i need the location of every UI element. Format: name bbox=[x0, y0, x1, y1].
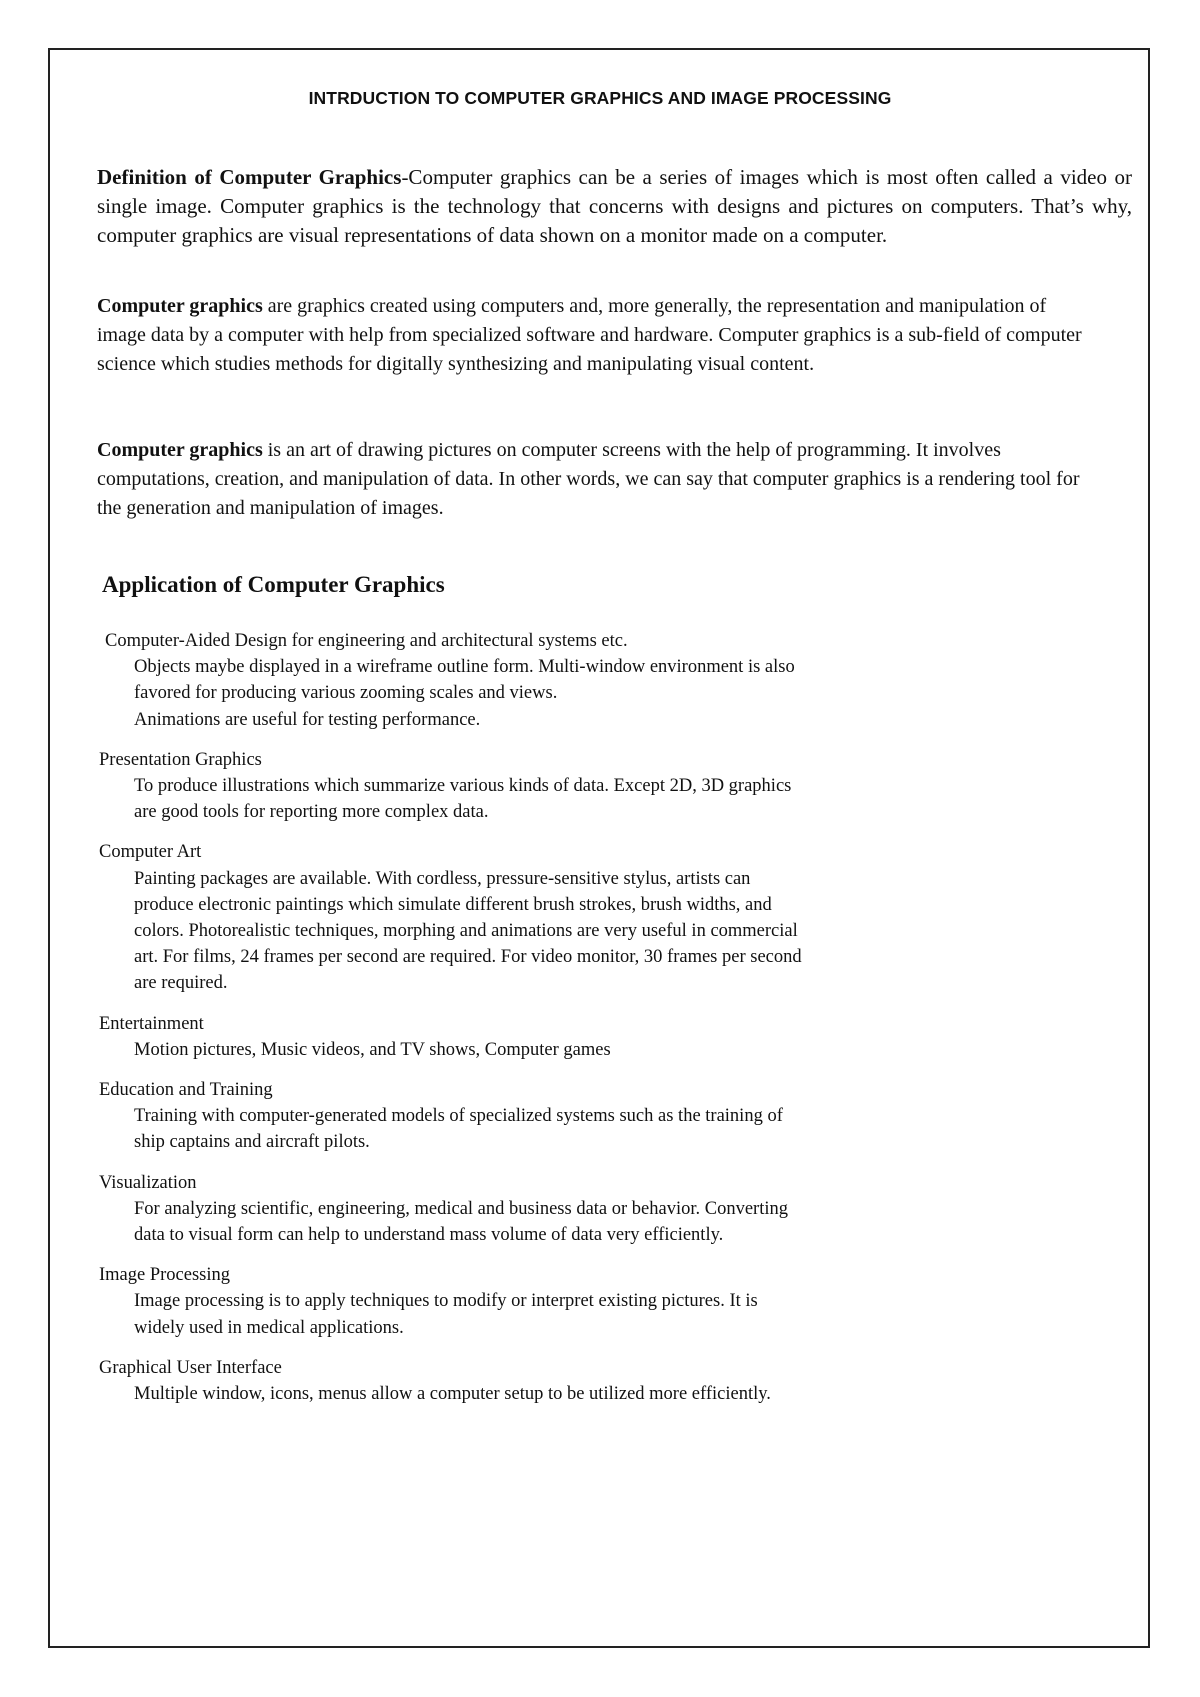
list-item bbox=[99, 1077, 999, 1156]
applications-list bbox=[99, 628, 999, 1421]
application-line: are required. bbox=[134, 973, 228, 994]
application-line: For analyzing scientific, engineering, medical and business data or behavior. Converting bbox=[134, 1198, 788, 1219]
application-title: Entertainment bbox=[99, 1013, 204, 1034]
applications-heading: Application of Computer Graphics bbox=[102, 572, 445, 597]
paragraph-3-text: is an art of drawing pictures on computer screens with the help of programming. It involves computations, creation, and manipulation of data. In other words, we can say that computer graphics is a rendering tool for the generation and manipulation of images. bbox=[97, 439, 1080, 519]
paragraph-3 bbox=[97, 436, 1087, 523]
application-line: widely used in medical applications. bbox=[134, 1317, 404, 1338]
application-line: Painting packages are available. With cordless, pressure-sensitive stylus, artists can bbox=[134, 868, 751, 889]
application-line: Animations are useful for testing performance. bbox=[134, 709, 481, 730]
application-line: data to visual form can help to understand mass volume of data very efficiently. bbox=[134, 1225, 724, 1246]
application-line: Objects maybe displayed in a wireframe outline form. Multi-window environment is also bbox=[134, 657, 795, 678]
application-line: Motion pictures, Music videos, and TV shows, Computer games bbox=[134, 1039, 611, 1060]
paragraph-2 bbox=[97, 292, 1087, 379]
application-title: Education and Training bbox=[99, 1080, 273, 1101]
application-line: Image processing is to apply techniques to modify or interpret existing pictures. It is bbox=[134, 1291, 758, 1312]
application-line: favored for producing various zooming scales and views. bbox=[134, 683, 558, 704]
application-title: Graphical User Interface bbox=[99, 1357, 282, 1378]
definition-text: -Computer graphics can be a series of images which is most often called a video or single image. Computer graphics is the technology that concerns with designs and pictures on computers. That’s why, computer graphics are visual representations of data shown on a monitor made on a computer. bbox=[97, 165, 1132, 247]
list-item bbox=[99, 1011, 999, 1063]
application-line: Multiple window, icons, menus allow a computer setup to be utilized more efficiently. bbox=[134, 1384, 771, 1405]
paragraph-2-lead: Computer graphics bbox=[97, 295, 263, 317]
list-item bbox=[99, 747, 999, 826]
definition-paragraph bbox=[97, 163, 1132, 250]
list-item bbox=[99, 1355, 999, 1407]
application-line: art. For films, 24 frames per second are required. For video monitor, 30 frames per second bbox=[134, 947, 802, 968]
definition-label: Definition of Computer Graphics bbox=[97, 165, 402, 189]
paragraph-2-text: are graphics created using computers and, more generally, the representation and manipulation of image data by a computer with help from specialized software and hardware. Computer graphics is a sub-field of computer science which studies methods for digitally synthesizing and manipulating visual content. bbox=[97, 295, 1082, 375]
paragraph-3-lead: Computer graphics bbox=[97, 439, 263, 461]
list-item bbox=[99, 1262, 999, 1341]
application-title: Visualization bbox=[99, 1172, 197, 1193]
application-title: Computer-Aided Design for engineering and architectural systems etc. bbox=[105, 631, 628, 651]
application-title: Computer Art bbox=[99, 842, 202, 863]
application-title: Presentation Graphics bbox=[99, 749, 262, 770]
list-item bbox=[99, 628, 999, 733]
application-line: To produce illustrations which summarize various kinds of data. Except 2D, 3D graphics bbox=[134, 776, 792, 797]
application-line: ship captains and aircraft pilots. bbox=[134, 1132, 370, 1153]
list-item bbox=[99, 1170, 999, 1249]
application-line: colors. Photorealistic techniques, morphing and animations are very useful in commercial bbox=[134, 921, 798, 942]
application-line: are good tools for reporting more complex data. bbox=[134, 802, 489, 823]
list-item bbox=[99, 839, 999, 996]
application-title: Image Processing bbox=[99, 1265, 231, 1286]
application-line: produce electronic paintings which simulate different brush strokes, brush widths, and bbox=[134, 894, 772, 915]
document-title: INTRDUCTION TO COMPUTER GRAPHICS AND IMAGE PROCESSING bbox=[308, 88, 892, 108]
application-line: Training with computer-generated models of specialized systems such as the training of bbox=[134, 1106, 783, 1127]
